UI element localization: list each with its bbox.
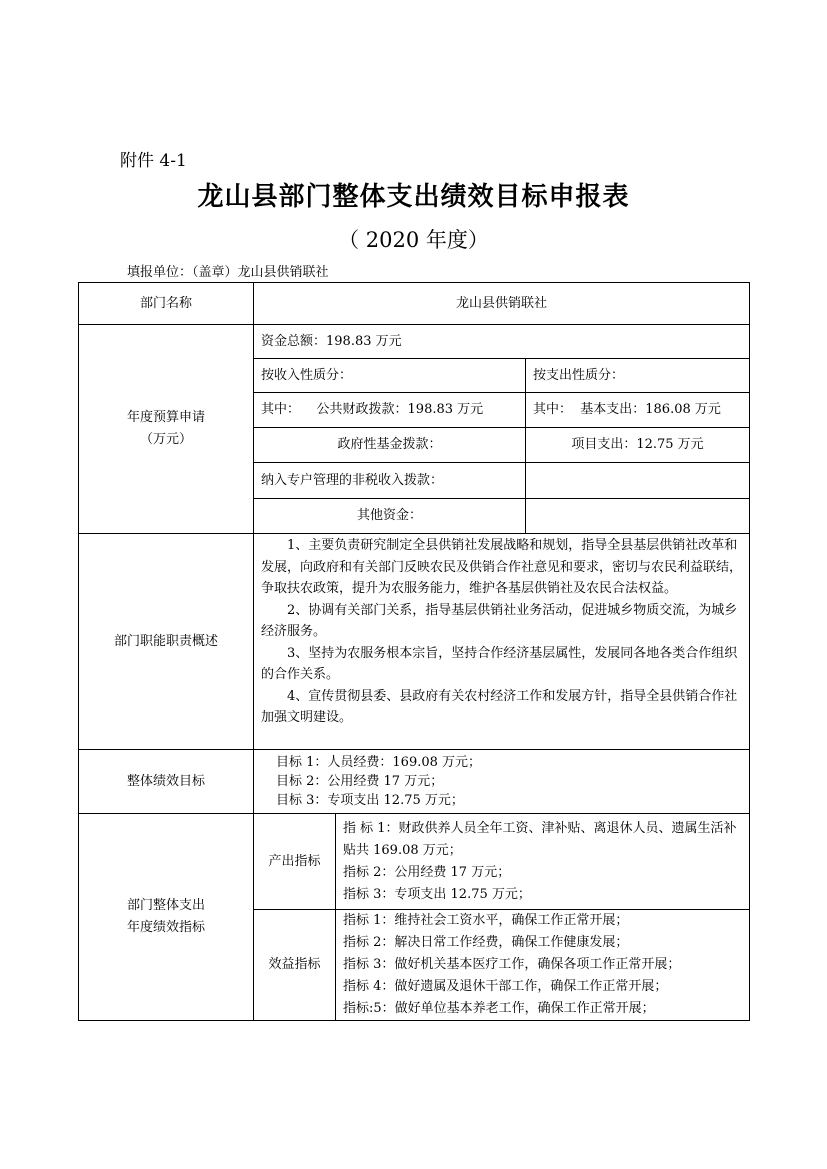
duties-row (79, 534, 750, 750)
dept-name-row (79, 283, 750, 325)
duty-paragraph: 1、主要负责研究制定全县供销社发展战略和规划，指导全县基层供销社改革和发展，向政府和有关部门反映农民及供销合作社意见和要求，密切与农民利益联结，争取扶农政策，提升为农服务能力，维护各基层供销社及农民合法权益。 (261, 538, 743, 596)
duty-paragraph: 4、宣传贯彻县委、县政府有关农村经济工作和发展方针，指导全县供销合作社加强文明建设。 (261, 688, 738, 725)
indicator-item: 指标 2：公用经费 17 万元； (343, 864, 511, 880)
indicators-label-line1: 部门整体支出 (126, 898, 205, 913)
nontax-empty-cell (526, 463, 750, 499)
indicator-item: 指标 1：维持社会工资水平，确保工作正常开展； (343, 913, 629, 928)
other-funds: 其他资金： (254, 499, 526, 534)
budget-total-row (79, 325, 750, 359)
indicators-label-line2: 年度绩效指标 (126, 920, 205, 935)
goals-row (79, 750, 750, 814)
project-expense: 项目支出：12.75 万元 (526, 428, 750, 463)
indicator-item: 指标 2：解决日常工作经费，确保工作健康发展； (343, 935, 629, 950)
nontax-income: 纳入专户管理的非税收入拨款： (254, 463, 526, 499)
fiscal-year: （ 2020 年度） (338, 228, 489, 252)
budget-label (79, 325, 254, 534)
goal-item: 目标 1：人员经费：169.08 万元； (276, 755, 482, 770)
duties-label: 部门职能职责概述 (79, 534, 254, 750)
other-empty-cell (526, 499, 750, 534)
duties-content (254, 534, 750, 750)
dept-name-value: 龙山县供销联社 (254, 283, 750, 325)
goals-label: 整体绩效目标 (79, 750, 254, 814)
indicator-item: 指 标 1：财政供养人员全年工资、津补贴、离退休人员、遗属生活补贴共 169.08 万元； (343, 820, 737, 858)
performance-table (78, 282, 750, 1021)
indicator-item: 指标:5：做好单位基本养老工作，确保工作正常开展； (343, 1001, 655, 1016)
reporting-unit: 填报单位：（盖章）龙山县供销联社 (127, 265, 329, 280)
output-indicator-label: 产出指标 (254, 814, 336, 910)
indicator-item: 指标 4：做好遗属及退休干部工作，确保工作正常开展； (343, 979, 668, 994)
goal-item: 目标 2：公用经费 17 万元； (276, 774, 444, 789)
benefit-indicator-label: 效益指标 (254, 910, 336, 1021)
goals-content (254, 750, 750, 814)
dept-name-label: 部门名称 (79, 283, 254, 325)
output-indicator-content (336, 814, 750, 910)
duty-paragraph: 2、协调有关部门关系，指导基层供销社业务活动，促进城乡物质交流，为城乡经济服务。 (261, 602, 738, 639)
basic-expense: 其中： 基本支出：186.08 万元 (526, 393, 750, 428)
by-income-label: 按收入性质分： (254, 359, 526, 393)
duty-paragraph: 3、坚持为农服务根本宗旨，坚持合作经济基层属性，发展同各地各类合作组织的合作关系。 (261, 645, 738, 682)
document-title: 龙山县部门整体支出绩效目标申报表 (197, 182, 630, 212)
goal-item: 目标 3：专项支出 12.75 万元； (276, 793, 464, 808)
budget-label-line1: 年度预算申请 (126, 410, 205, 425)
gov-fund: 政府性基金拨款： (254, 428, 526, 463)
budget-total: 资金总额：198.83 万元 (254, 325, 750, 359)
indicator-item: 指标 3：专项支出 12.75 万元； (343, 886, 531, 902)
by-expense-label: 按支出性质分： (526, 359, 750, 393)
attachment-label: 附件 4-1 (120, 151, 187, 171)
indicator-item: 指标 3：做好机关基本医疗工作，确保各项工作正常开展； (343, 957, 681, 972)
output-indicator-row (79, 814, 750, 910)
indicators-label (79, 814, 254, 1021)
benefit-indicator-content (336, 910, 750, 1021)
public-finance: 其中： 公共财政拨款：198.83 万元 (254, 393, 526, 428)
budget-label-line2: （万元） (139, 432, 192, 447)
